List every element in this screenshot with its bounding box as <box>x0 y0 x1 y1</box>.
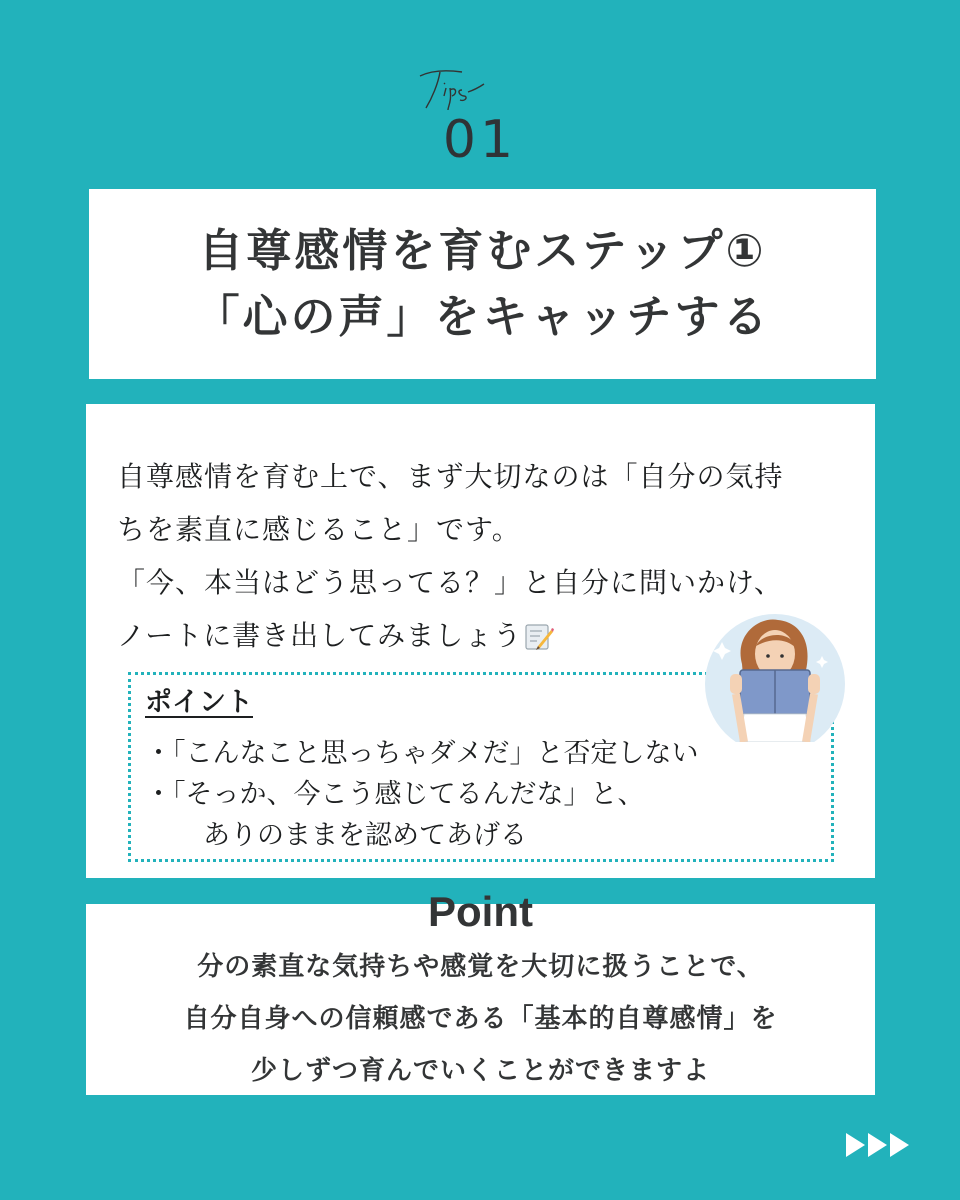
point-list <box>145 733 699 856</box>
tips-number: 01 <box>442 110 518 170</box>
title-line-2: 「心の声」をキャッチする <box>194 290 771 343</box>
point-item-1: ・「こんなこと思っちゃダメだ」と否定しない <box>145 738 699 769</box>
body-line-1: 自尊感情を育む上で、まず大切なのは「自分の気持 <box>117 460 784 493</box>
point-label: ポイント <box>145 687 253 718</box>
body-line-3: 「今、本当はどう思ってる？」と自分に問いかけ、 <box>117 566 783 599</box>
body-line-2: ちを素直に感じること」です。 <box>117 513 521 546</box>
summary-line-2: 自分自身への信頼感である「基本的自尊感情」を <box>183 1004 778 1034</box>
memo-pencil-icon <box>524 622 554 652</box>
point-item-2: ・「そっか、今こう感じてるんだな」と、 <box>145 779 645 810</box>
point-item-2-continued: ありのままを認めてあげる <box>203 820 527 851</box>
title-line-1: 自尊感情を育むステップ① <box>198 224 767 277</box>
body-line-4: ノートに書き出してみましょう <box>117 619 523 652</box>
title-card <box>89 189 876 379</box>
summary-line-3: 少しずつ育んでいくことができますよ <box>250 1056 710 1086</box>
triple-arrow-next-icon[interactable] <box>846 1132 910 1158</box>
summary-card <box>86 888 875 1095</box>
tips-script-label <box>418 62 488 112</box>
summary-heading: Point <box>428 888 533 935</box>
summary-line-1: 分の素直な気持ちや感覚を大切に扱うことで、 <box>197 952 764 982</box>
woman-reading-book-illustration <box>700 612 850 742</box>
summary-text <box>86 941 875 1097</box>
